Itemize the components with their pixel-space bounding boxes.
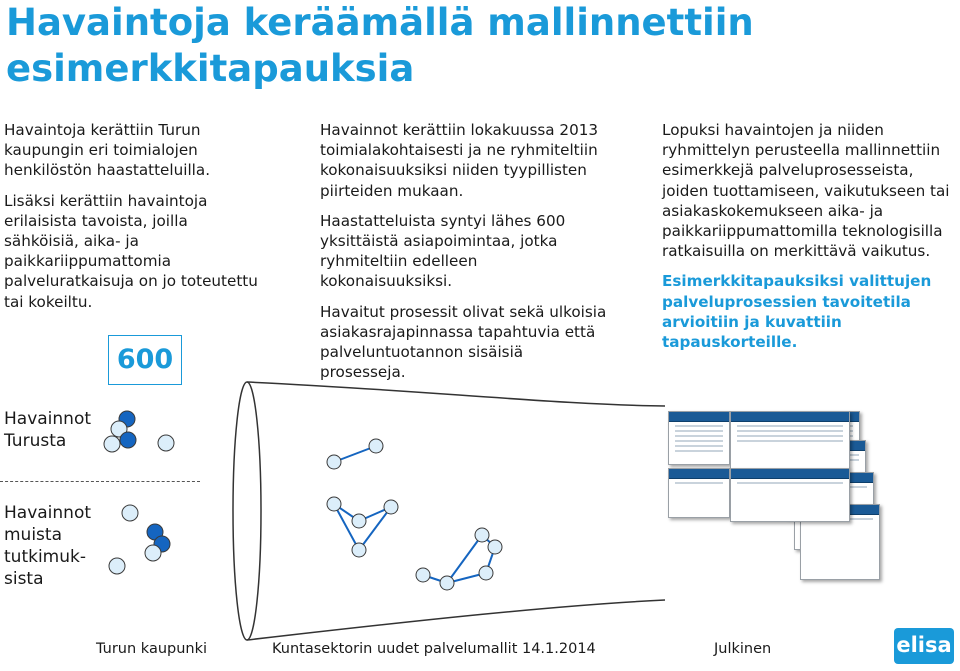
elisa-logo: elisa	[894, 628, 954, 664]
node	[122, 505, 138, 521]
funnel-outline	[247, 382, 665, 640]
funnel-mouth	[233, 382, 261, 640]
label-turku-observations: Havainnot Turusta	[4, 409, 92, 451]
intro-paragraph-2: Lisäksi kerättiin havaintoja erilaisista tavoista, joilla sähköisiä, aika- ja paikkariippumattomia palveluratkaisuja on jo toteutettu tai kokeiltu.	[4, 191, 258, 311]
footer-organization: Turun kaupunki	[96, 641, 208, 657]
section-divider	[0, 481, 200, 482]
node	[327, 497, 341, 511]
slide-title: Havaintoja keräämällä mallinnettiin esimerkkitapauksia	[6, 1, 754, 90]
cluster-nodes	[327, 439, 502, 590]
turku-observation-nodes	[104, 411, 174, 452]
footer-classification: Julkinen	[714, 641, 772, 657]
case-card	[668, 411, 730, 465]
node	[109, 558, 125, 574]
intro-paragraph-1: Havaintoja kerättiin Turun kaupungin eri toimialojen henkilöstön haastatteluilla.	[4, 121, 211, 180]
node	[369, 439, 383, 453]
node	[158, 435, 174, 451]
node	[352, 514, 366, 528]
node	[475, 528, 489, 542]
method-paragraph-3: Havaitut prosessit olivat sekä ulkoisia asiakasrajapinnassa tapahtuvia että palveluntuotannon sisäisiä prosesseja.	[320, 302, 607, 382]
observation-count-badge: 600	[108, 335, 182, 385]
case-card	[668, 468, 730, 518]
node	[145, 545, 161, 561]
study-observation-nodes	[109, 505, 170, 574]
node	[440, 576, 454, 590]
case-card	[730, 468, 850, 522]
node	[488, 540, 502, 554]
node	[120, 432, 136, 448]
case-card	[730, 411, 850, 469]
node	[352, 543, 366, 557]
method-paragraph-2: Haastatteluista syntyi lähes 600 yksittäistä asiapoimintaa, jotka ryhmiteltiin edelleen kokonaisuuksiksi.	[320, 211, 566, 291]
method-paragraph-1: Havainnot kerättiin lokakuussa 2013 toimialakohtaisesti ja ne ryhmiteltiin kokonaisuuksiksi niiden tyypillisten piirteiden mukaan.	[320, 121, 599, 200]
label-other-studies: Havainnot muista tutkimuk- sista	[4, 503, 92, 589]
result-highlight: Esimerkkitapauksiksi valittujen palveluprosessien tavoitetila arvioitiin ja kuvattiin tapauskorteille.	[662, 272, 932, 352]
node	[416, 568, 430, 582]
result-paragraph-1: Lopuksi havaintojen ja niiden ryhmittelyn perusteella mallinnettiin esimerkkejä palveluprosesseista, joiden tuottamiseen, vaikutukseen tai asiakaskokemukseen aika- ja paikkariippumattomilla teknologisilla ratkaisuilla on merkittävä vaikutus.	[662, 121, 950, 261]
node	[479, 566, 493, 580]
node	[327, 455, 341, 469]
node	[384, 500, 398, 514]
footer-event: Kuntasektorin uudet palvelumallit 14.1.2014	[272, 641, 596, 657]
